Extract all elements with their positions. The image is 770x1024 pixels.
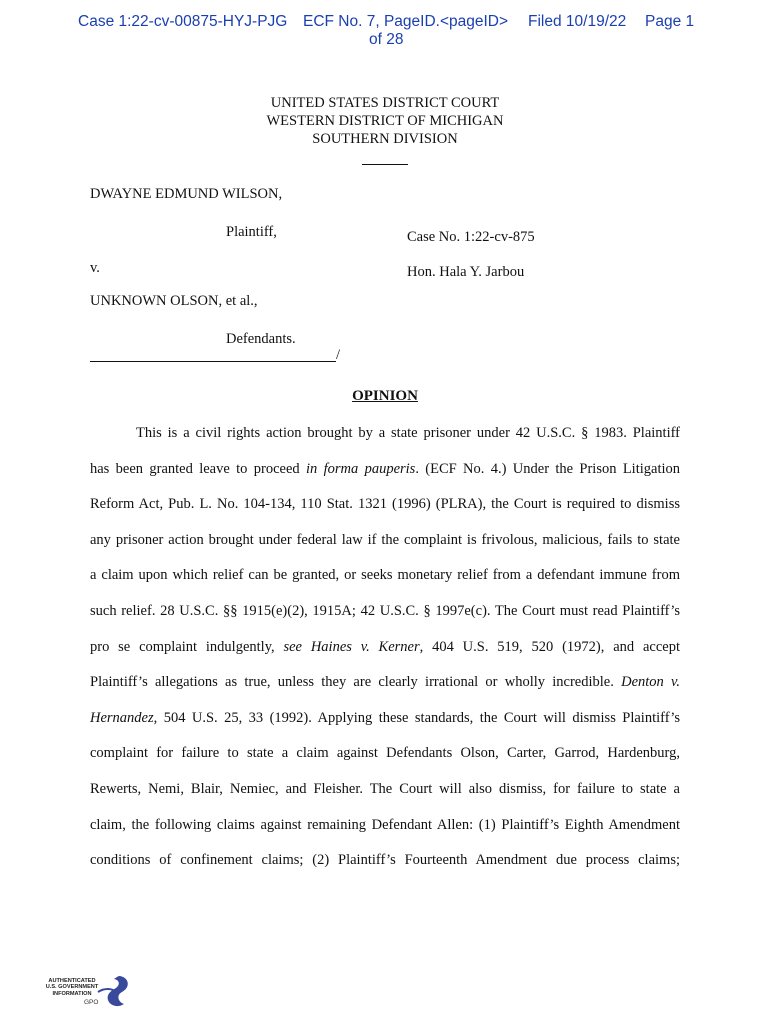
body-line: This is a civil rights action brought by a state prisoner under 42 U.S.C. § 1983. Plaintiff xyxy=(136,425,680,441)
district-name: WESTERN DISTRICT OF MICHIGAN xyxy=(266,113,504,129)
defendant-name: UNKNOWN OLSON, et al., xyxy=(90,293,258,309)
judge-name: Hon. Hala Y. Jarbou xyxy=(407,264,525,280)
body-line: pro se complaint indulgently, see Haines v. Kerner, 404 U.S. 519, 520 (1972), and accept xyxy=(90,638,681,655)
heading-rule xyxy=(362,152,408,165)
body-line: complaint for failure to state a claim against Defendants Olson, Carter, Garrod, Hardenburg, xyxy=(90,745,680,762)
of-pages-stamp: of 28 xyxy=(369,31,404,48)
opinion-body xyxy=(90,416,680,879)
body-line: a claim upon which relief can be granted, or seeks monetary relief from a defendant immune from xyxy=(90,567,680,584)
court-name: UNITED STATES DISTRICT COURT xyxy=(270,95,500,111)
filed-date-stamp: Filed 10/19/22 xyxy=(528,13,627,30)
gpo-authentication-logo xyxy=(44,972,134,1016)
gpo-mark: GPO xyxy=(84,999,99,1006)
case-number-stamp: Case 1:22-cv-00875-HYJ-PJG xyxy=(78,13,288,30)
caption-underline xyxy=(90,347,336,362)
court-heading xyxy=(0,94,770,165)
ecf-pageid-stamp: ECF No. 7, PageID.<pageID> xyxy=(303,13,509,30)
plaintiff-role: Plaintiff, xyxy=(226,224,277,240)
body-line: Hernandez, 504 U.S. 25, 33 (1992). Applying these standards, the Court will dismiss Plaintiff’s xyxy=(90,709,680,726)
gpo-logo-text: AUTHENTICATED U.S. GOVERNMENT INFORMATION xyxy=(45,978,99,997)
page-number-stamp: Page 1 xyxy=(645,13,695,30)
body-line: any prisoner action brought under federal law if the complaint is frivolous, malicious, fails to state xyxy=(90,531,680,548)
caption-slash: / xyxy=(336,347,341,363)
eagle-icon xyxy=(90,972,134,1016)
body-line: Reform Act, Pub. L. No. 104-134, 110 Stat. 1321 (1996) (PLRA), the Court is required to dismiss xyxy=(90,496,680,513)
body-line: Plaintiff’s allegations as true, unless they are clearly irrational or wholly incredible. Denton v. xyxy=(90,674,681,691)
defendant-role: Defendants. xyxy=(226,331,296,347)
body-line: has been granted leave to proceed in forma pauperis. (ECF No. 4.) Under the Prison Litigation xyxy=(90,460,681,477)
body-line: conditions of confinement claims; (2) Plaintiff’s Fourteenth Amendment due process claims; xyxy=(90,852,680,869)
division-name: SOUTHERN DIVISION xyxy=(312,131,458,147)
body-line: Rewerts, Nemi, Blair, Nemiec, and Fleisher. The Court will also dismiss, for failure to state a xyxy=(90,780,680,797)
opinion-title: OPINION xyxy=(352,388,418,404)
case-number: Case No. 1:22-cv-875 xyxy=(407,229,535,245)
plaintiff-name: DWAYNE EDMUND WILSON, xyxy=(90,186,283,202)
versus: v. xyxy=(90,260,100,276)
body-line: such relief. 28 U.S.C. §§ 1915(e)(2), 1915A; 42 U.S.C. § 1997e(c). The Court must read Plaintiff’s xyxy=(90,602,680,619)
body-line: claim, the following claims against remaining Defendant Allen: (1) Plaintiff’s Eighth Amendment xyxy=(90,816,680,833)
